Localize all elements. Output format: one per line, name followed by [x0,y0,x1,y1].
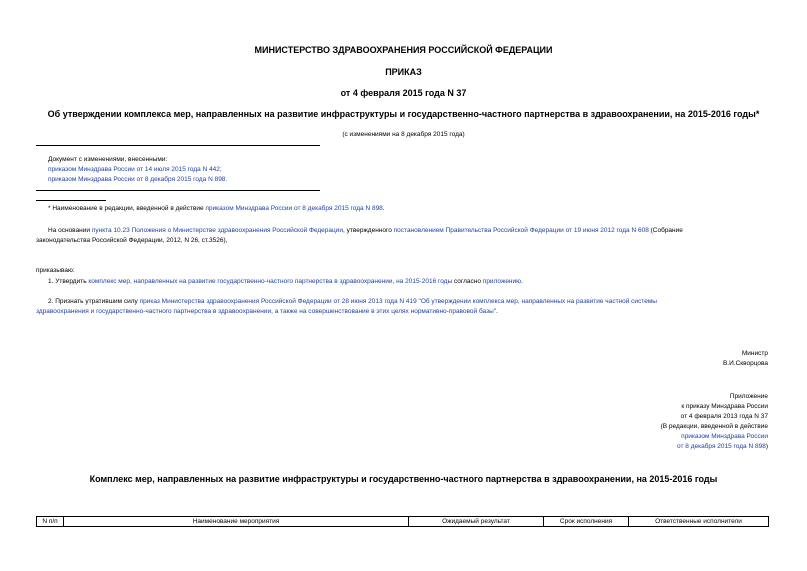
table-header-row [37,517,769,527]
signature-name: В.И.Скворцова [722,360,768,367]
footnote-end: . [382,205,385,212]
footnote-text: * Наименование в редакции, введенной в действие [48,205,206,212]
basis-line2: законодательства Российской Федерации, 2012, N 26, ст.3526), [36,237,228,244]
ministry-title: МИНИСТЕРСТВО ЗДРАВООХРАНЕНИЯ РОССИЙСКОЙ ФЕДЕРАЦИИ [254,45,553,55]
item1-end: . [521,278,523,285]
basis-link-decree[interactable]: постановлением Правительства Российской Федерации от 19 июня 2012 года N 608 [393,227,649,234]
item2-text: 2. Признать утратившим силу [48,298,140,305]
divider-bottom [36,190,320,191]
doc-date: от 4 февраля 2015 года N 37 [340,88,467,98]
divider-top [36,145,320,146]
col-expected-result: Ожидаемый результат [409,517,544,527]
col-deadline: Срок исполнения [544,517,629,527]
order-item-2-line2 [36,307,498,316]
col-number: N п/п [37,517,64,527]
item1-link-appendix[interactable]: приложению [482,278,522,285]
footnote-link[interactable]: приказом Минздрава России от 8 декабря 2015 года N 898 [205,205,383,212]
order-item-1 [48,277,523,286]
item1-text: 1. Утвердить [48,278,89,285]
basis-text-3: (Собрание [648,227,683,234]
basis-link-regulation[interactable]: пункта 10.23 Положения о Министерстве здравоохранения Российской Федерации [91,227,343,234]
doc-title: Об утверждении комплекса мер, направленных на развитие инфраструктуры и государственно-частного партнерства в здравоохранении, на 2015-2016 годы* [47,109,760,119]
item2-end: . [496,308,498,315]
doc-type: ПРИКАЗ [385,67,422,77]
col-measure-name: Наименование мероприятия [64,517,409,527]
appendix-close-paren: ) [765,443,768,450]
item1-link-complex[interactable]: комплекс мер, направленных на развитие государственно-частного партнерства в здравоохранении, на 2015-2016 годы [88,278,453,285]
footnote-rule [36,200,106,201]
measures-table [36,516,769,527]
appendix-line4: (В редакции, введенной в действие [660,423,768,430]
item2-link-order-cont[interactable]: здравоохранения и государственно-частного партнерства в здравоохранении, а также на совершенствование в этих целях нормативно-правовой базы" [36,308,497,315]
complex-title: Комплекс мер, направленных на развитие инфраструктуры и государственно-частного партнерства в здравоохранении, на 2015-2016 годы [89,474,718,484]
item1-text-2: согласно [452,278,483,285]
appendix-link-2[interactable]: от 8 декабря 2015 года N 898 [677,443,766,450]
order-item-2-line1 [48,297,657,306]
appendix-link-1[interactable]: приказом Минздрава России [681,433,768,440]
basis-text-2: , утвержденного [343,227,394,234]
appendix-line1: Приложение [729,393,768,400]
appendix-line2: к приказу Минздрава России [681,403,768,410]
amend-note: (с изменениями на 8 декабря 2015 года) [342,131,465,138]
order-word: приказываю: [36,267,75,274]
footnote [48,204,385,213]
basis-text-1: На основании [48,227,92,234]
change-link-1[interactable]: приказом Минздрава России от 14 июля 2015 года N 442; [48,166,222,173]
change-link-2[interactable]: приказом Минздрава России от 8 декабря 2015 года N 898. [48,176,228,183]
appendix-line6 [560,442,768,451]
appendix-line3: от 4 февраля 2013 года N 37 [680,413,768,420]
signature-position: Министр [741,350,768,357]
basis-line1 [48,226,778,235]
changes-intro: Документ с изменениями, внесенными: [48,156,168,163]
col-responsible: Ответственные исполнители [629,517,769,527]
item2-link-order[interactable]: приказ Министерства здравоохранения Российской Федерации от 28 июня 2013 года N 419 "Об утверждении комплекса мер, направленных на развитие частной системы [139,298,657,305]
